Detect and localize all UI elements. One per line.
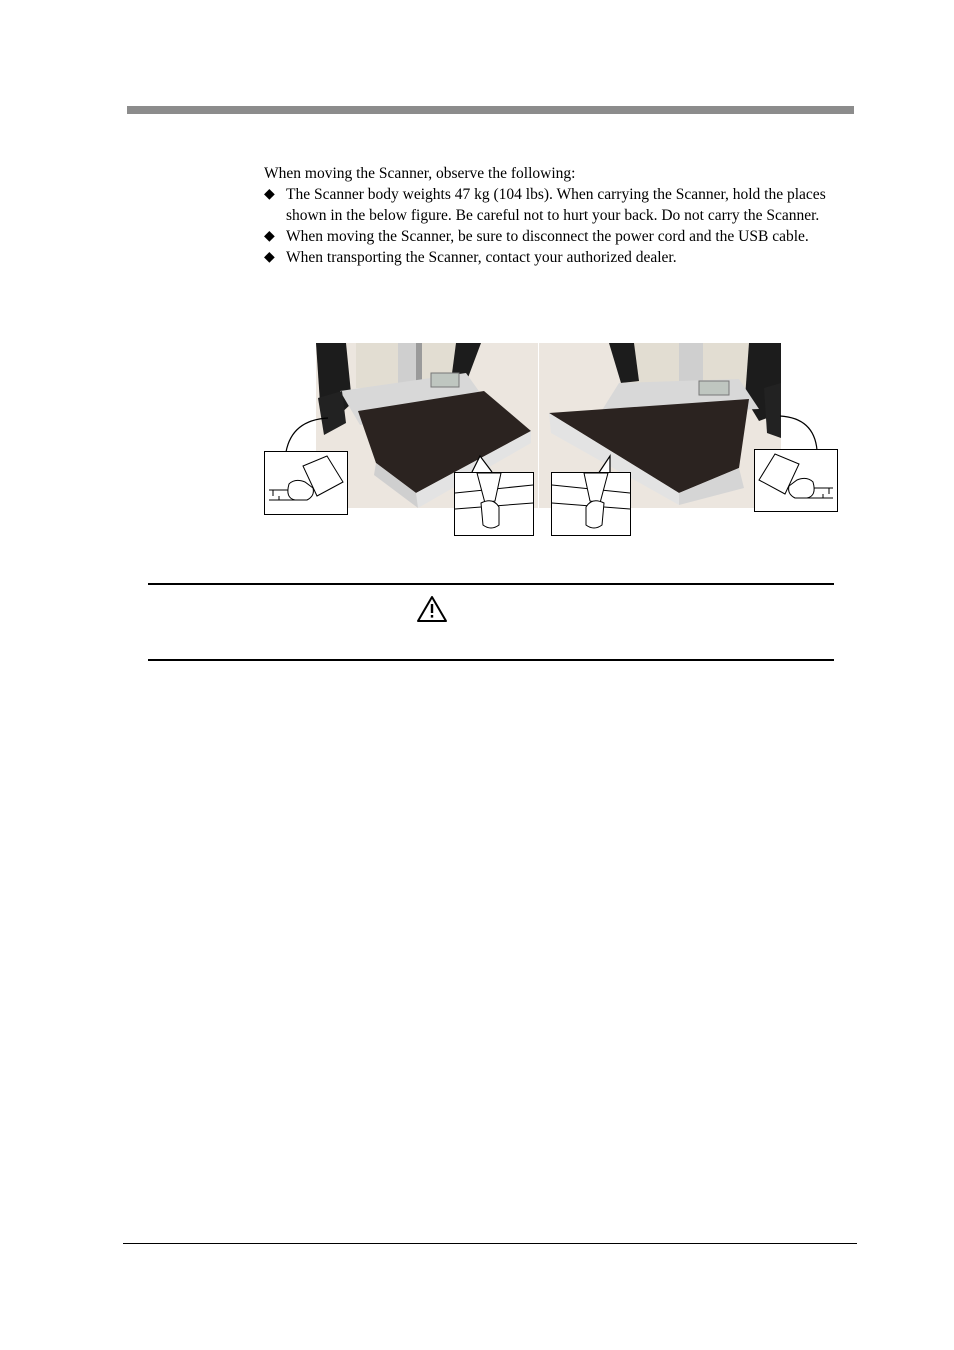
bullet-text: When transporting the Scanner, contact your authorized dealer. <box>286 249 677 266</box>
hand-inset-left <box>264 451 348 515</box>
bullet-text: The Scanner body weights 47 kg (104 lbs). When carrying the Scanner, hold the places shown in the below figure. Be careful not to hurt your back. Do not carry the Scanner. <box>286 186 826 224</box>
caution-box <box>148 583 834 661</box>
warning-triangle-icon <box>416 595 448 623</box>
hand-inset-right <box>754 449 838 512</box>
hand-inset-center-right <box>551 472 631 536</box>
bullet-text: When moving the Scanner, be sure to disconnect the power cord and the USB cable. <box>286 228 809 245</box>
diamond-bullet-icon: ◆ <box>264 250 275 265</box>
bullet-item <box>264 247 864 268</box>
bullet-list <box>264 184 864 268</box>
bullet-item <box>264 184 864 226</box>
moving-instructions <box>264 163 864 268</box>
diamond-bullet-icon: ◆ <box>264 229 275 244</box>
intro-text: When moving the Scanner, observe the following: <box>264 165 576 182</box>
bullet-item <box>264 226 864 247</box>
diamond-bullet-icon: ◆ <box>264 187 275 202</box>
hand-inset-center-left <box>454 472 534 536</box>
footer-rule <box>123 1243 857 1244</box>
header-bar <box>127 106 854 114</box>
carrying-figure <box>262 340 842 540</box>
